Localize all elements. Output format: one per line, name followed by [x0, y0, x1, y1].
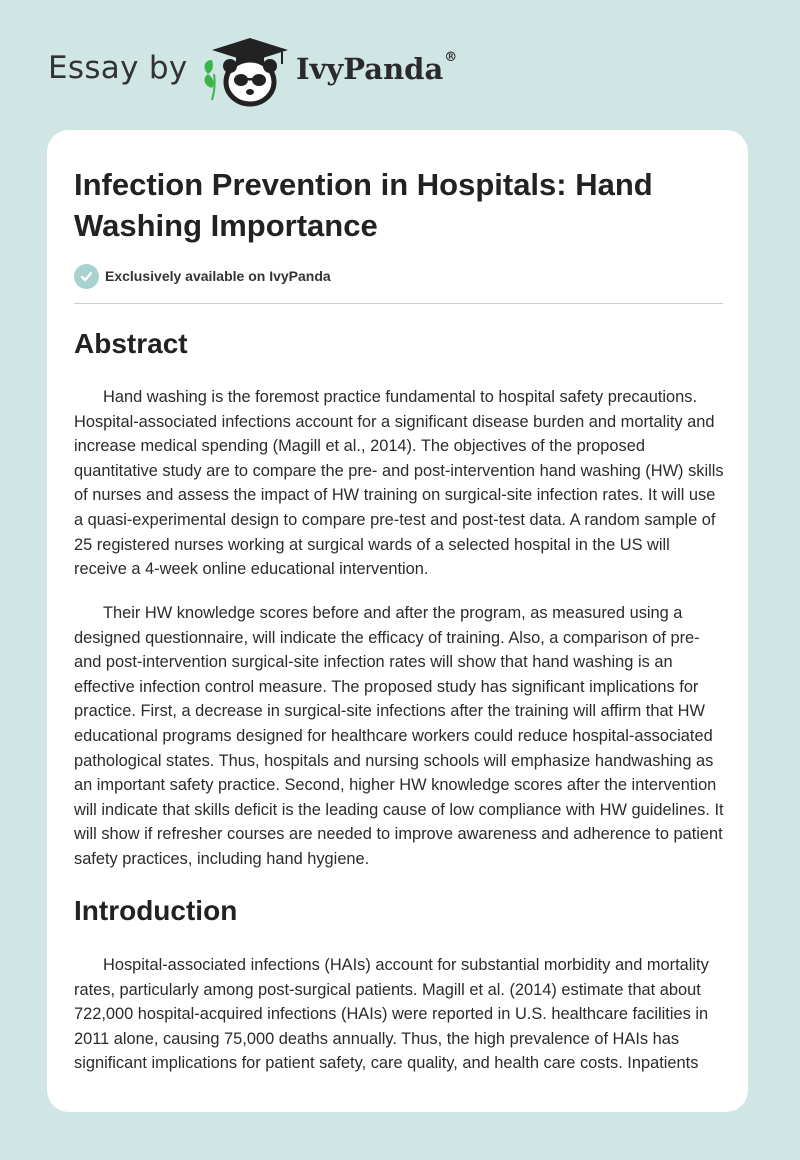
section-heading-abstract: Abstract: [74, 328, 188, 359]
title-divider: [74, 303, 723, 304]
abstract-paragraph-1: Hand washing is the foremost practice fundamental to hospital safety precautions. Hospital-associated infections account for a significant disease burden and mortality and increase medical spending (Magill et al., 2014). The objectives of the proposed quantitative study are to compare the pre- and post-intervention hand washing (HW) skills of nurses and assess the impact of HW training on surgical-site infection rates. It will use a quasi-experimental design to compare pre-test and post-test data. A random sample of 25 registered nurses working at surgical wards of a selected hospital in the US will receive a 4-week online educational intervention.: [74, 388, 724, 579]
essay-by-label: Essay by: [48, 50, 188, 86]
brand-name[interactable]: [296, 52, 457, 86]
abstract-paragraph-2: Their HW knowledge scores before and after the program, as measured using a designed questionnaire, will indicate the efficacy of training. Also, a comparison of pre- and post-intervention surgical-site infection rates will show that hand washing is an effective infection control measure. The proposed study has significant implications for practice. First, a decrease in surgical-site infections after the training will affirm that HW educational programs designed for healthcare workers could reduce hospital-associated pathological states. Thus, hospitals and nursing schools will emphasize handwashing as an important safety practice. Second, higher HW knowledge scores after the intervention will indicate that skills deficit is the leading cause of low compliance with HW guidelines. It will show if refresher courses are needed to improve awareness and adherence to patient safety practices, including hand hygiene.: [74, 604, 724, 868]
check-icon: [74, 264, 99, 289]
introduction-paragraph-1: Hospital-associated infections (HAIs) account for substantial morbidity and mortality rates, particularly among post-surgical patients. Magill et al. (2014) estimate that about 722,000 hospital-acquired infections (HAIs) were reported in U.S. healthcare facilities in 2011 alone, causing 75,000 deaths annually. Thus, the high prevalence of HAIs has significant implications for patient safety, care quality, and health care costs. Inpatients: [74, 956, 709, 1073]
exclusive-label: Exclusively available on IvyPanda: [105, 268, 331, 284]
article-card: [47, 130, 748, 1112]
registered-mark: ®: [444, 50, 458, 65]
panda-logo-icon[interactable]: [198, 34, 294, 108]
site-header: [0, 0, 800, 130]
article-title: Infection Prevention in Hospitals: Hand Washing Importance: [74, 167, 653, 243]
brand-text: IvyPanda: [296, 52, 444, 86]
exclusive-badge: [74, 263, 331, 289]
section-heading-introduction: Introduction: [74, 895, 238, 926]
